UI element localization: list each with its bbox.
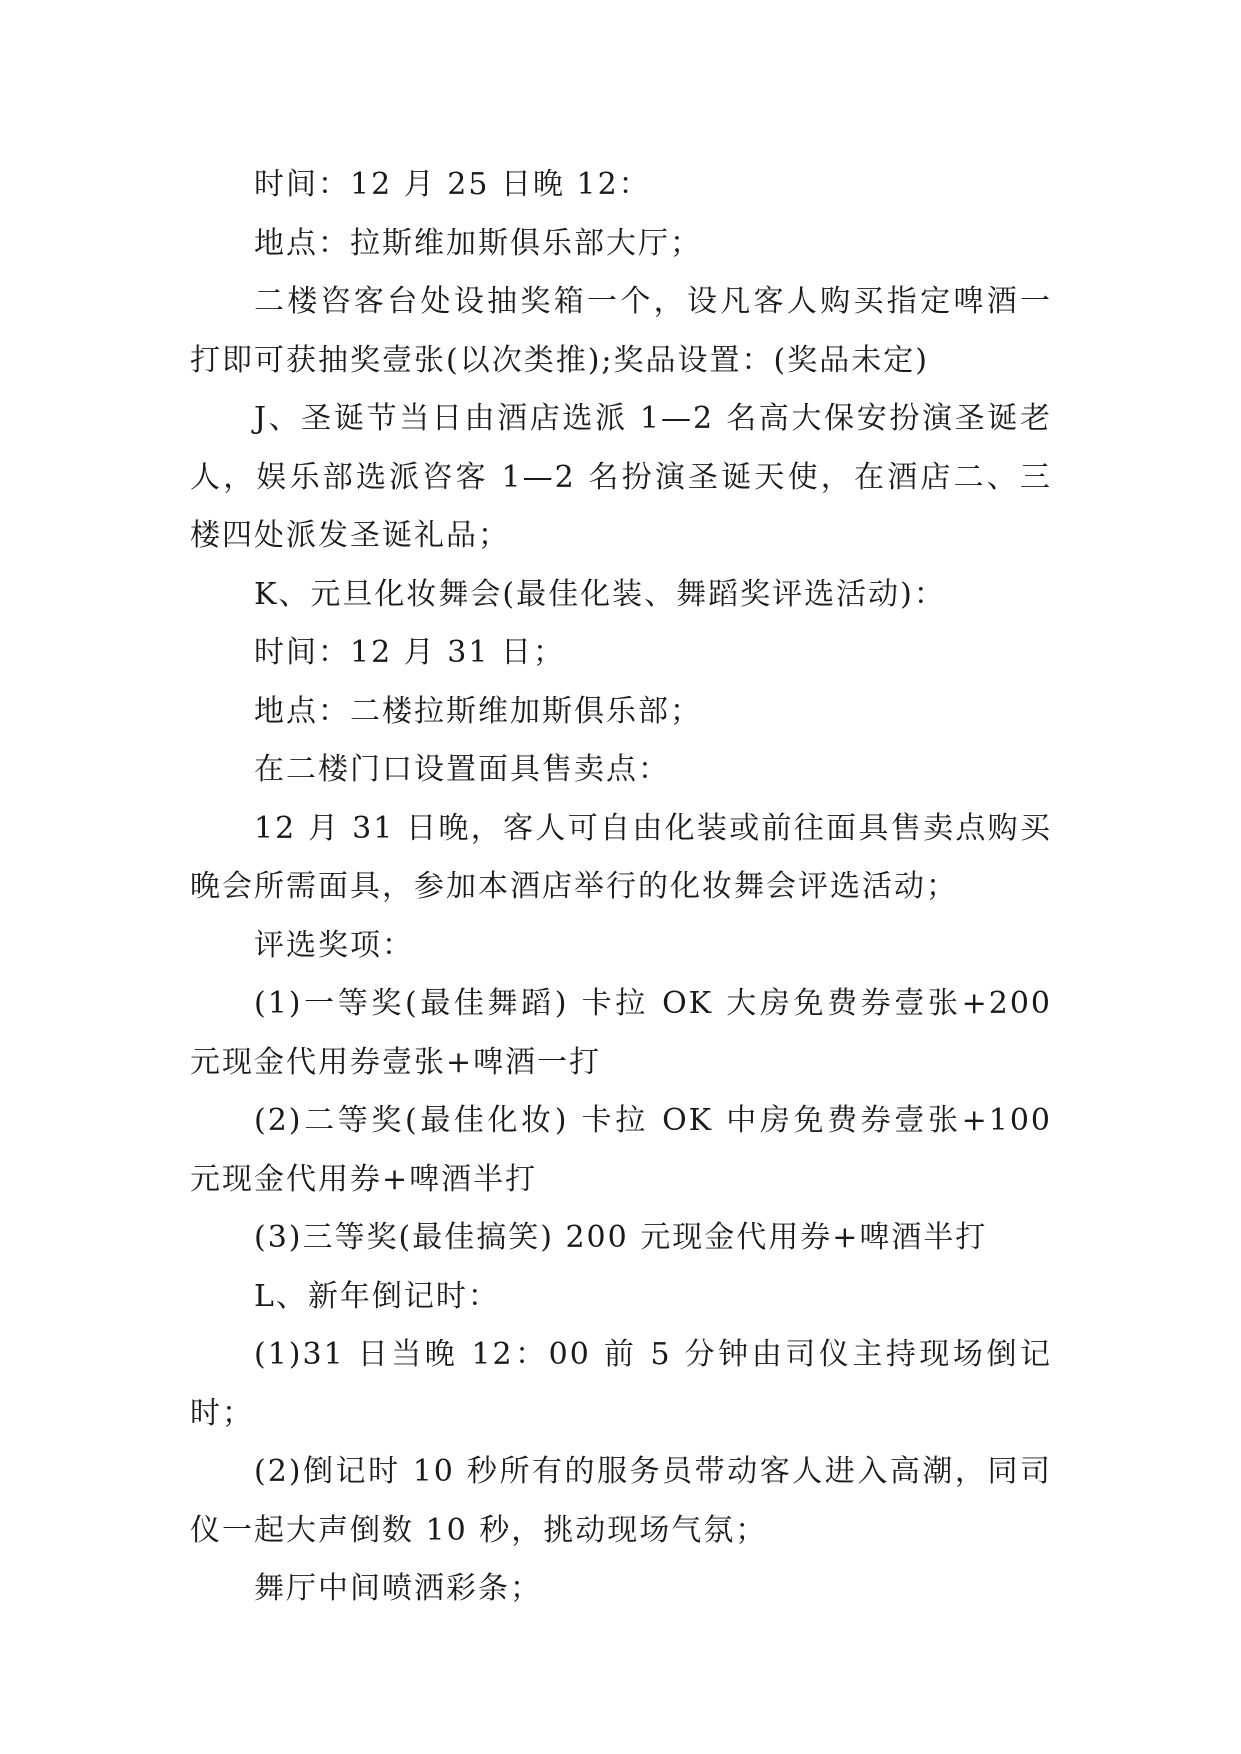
paragraph-masquerade-time: 时间：12 月 31 日；	[254, 635, 565, 670]
paragraph-second-prize: (2)二等奖(最佳化妆) 卡拉 OK 中房免费券壹张+100 元现金代用券+啤酒半打	[190, 1103, 1052, 1197]
document-body	[190, 156, 1052, 1619]
paragraph-masquerade-details: 12 月 31 日晚，客人可自由化装或前往面具售卖点购买晚会所需面具，参加本酒店举行的化妆舞会评选活动；	[190, 810, 1052, 904]
paragraph-event-location: 地点：拉斯维加斯俱乐部大厅；	[254, 225, 702, 261]
paragraph-first-prize: (1)一等奖(最佳舞蹈) 卡拉 OK 大房免费券壹张+200 元现金代用券壹张+啤酒一打	[190, 986, 1052, 1080]
paragraph-mask-stall: 在二楼门口设置面具售卖点：	[254, 752, 670, 787]
paragraph-awards-heading: 评选奖项：	[254, 927, 414, 963]
paragraph-countdown-heading: L、新年倒记时：	[254, 1278, 500, 1314]
paragraph-christmas-gifts: J、圣诞节当日由酒店选派 1—2 名高大保安扮演圣诞老人，娱乐部选派咨客 1—2 名扮演圣诞天使，在酒店二、三楼四处派发圣诞礼品；	[190, 401, 1052, 553]
paragraph-countdown-step-1: (1)31 日当晚 12：00 前 5 分钟由司仪主持现场倒记时；	[190, 1337, 1052, 1431]
paragraph-masquerade-location: 地点：二楼拉斯维加斯俱乐部；	[254, 693, 702, 729]
paragraph-countdown-step-2: (2)倒记时 10 秒所有的服务员带动客人进入高潮，同司仪一起大声倒数 10 秒，挑动现场气氛；	[190, 1454, 1052, 1548]
paragraph-third-prize: (3)三等奖(最佳搞笑) 200 元现金代用券+啤酒半打	[254, 1220, 988, 1255]
paragraph-lottery-box: 二楼咨客台处设抽奖箱一个，设凡客人购买指定啤酒一打即可获抽奖壹张(以次类推);奖品设置：(奖品未定)	[190, 284, 1052, 378]
paragraph-confetti: 舞厅中间喷洒彩条；	[254, 1571, 542, 1606]
paragraph-event-time: 时间：12 月 25 日晚 12：	[254, 167, 651, 202]
paragraph-new-year-masquerade: K、元旦化妆舞会(最佳化装、舞蹈奖评选活动)：	[254, 576, 946, 612]
